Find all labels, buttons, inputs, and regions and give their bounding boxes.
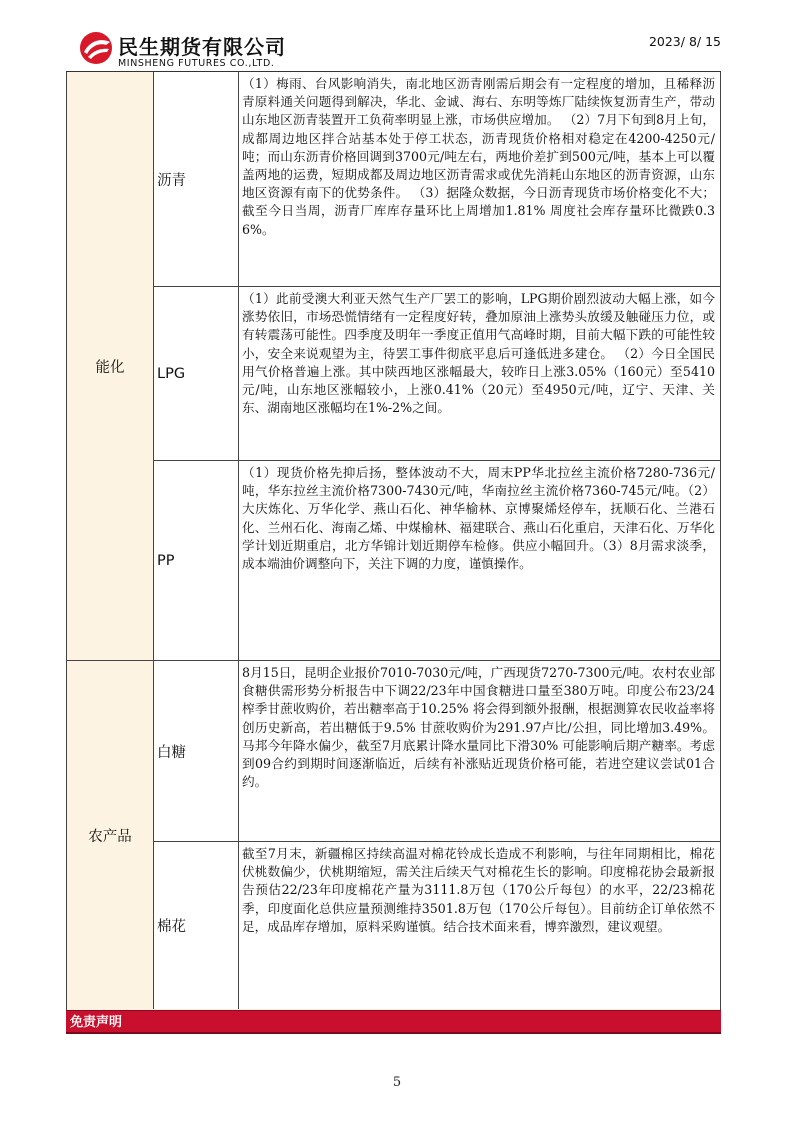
section-agriculture [66,661,721,1010]
page-number: 5 [392,1075,402,1090]
company-name-en: MINSHENG FUTURES CO.,LTD. [118,58,275,69]
product-label: 沥青 [154,72,239,286]
table-row-asphalt [153,72,720,286]
product-commentary: （1）梅雨、台风影响消失，南北地区沥青刚需后期会有一定程度的增加，且稀释沥青原料通关问题得到解决，华北、金诚、海右、东明等炼厂陆续恢复沥青生产，带动山东地区沥青装置开工负荷率明显上涨，市场供应增加。 （2）7月下旬到8月上旬，成都周边地区拌合站基本处于停工状态，沥青现货价格相对稳定在4200-4250元/吨；而山东沥青价格回调到3700元/吨左右，两地价差扩到500元/吨，基本上可以覆盖两地的运费，短期成都及周边地区沥青需求或优先消耗山东地区的沥青资源，山东地区资源有南下的优势条件。 （3）据隆众数据，今日沥青现货市场价格变化不大；截至今日当周，沥青厂库库存量环比上周增加1.81% 周度社会库存量环比微跌0.36%。 [242,76,715,237]
company-name-cn: 民生期货有限公司 [118,35,286,59]
product-commentary: 截至7月末，新疆棉区持续高温对棉花铃成长造成不利影响，与往年同期相比，棉花伏桃数偏少，伏桃期缩短，需关注后续天气对棉花生长的影响。印度棉花协会最新报告预估22/23年印度棉花产量为3111.8万包（170公斤每包）的水平，22/23棉花季，印度面化总供应量预测维持3501.8万包（170公斤每包）。目前纺企订单依然不足，成品库存增加，原料采购谨慎。结合技术面来看，博弈激烈，建议观望。 [242,846,715,934]
product-commentary: 8月15日，昆明企业报价7010-7030元/吨，广西现货7270-7300元/吨。农村农业部食糖供需形势分析报告中下调22/23年中国食糖进口量至380万吨。印度公布23/24榨季甘蔗收购价，若出糖率高于10.25% 将会得到额外报酬，根据测算农民收益率将创历史新高，若出糖低于9.5% 甘蔗收购价为291.97卢比/公担，同比增加3.49%。马邦今年降水偏少，截至7月底累计降水量同比下滑30% 可能影响后期产糖率。考虑到09合约到期时间逐渐临近，后续有补涨贴近现货价格可能，若进空建议尝试01合约。 [242,665,715,790]
page-header [66,22,721,70]
category-label: 农产品 [88,829,132,845]
company-logo-icon [78,30,114,66]
report-date: 2023/ 8/ 15 [648,34,721,49]
product-commentary: （1）现货价格先抑后扬，整体波动不大，周末PP华北拉丝主流价格7280-736元/吨，华东拉丝主流价格7300-7430元/吨，华南拉丝主流价格7360-745元/吨。（2）大庆炼化、万华化学、燕山石化、神华榆林、京博聚烯烃停车，抚顺石化、兰港石化、兰州石化、海南乙烯、中煤榆林、福建联合、燕山石化重启，天津石化、万华化学计划近期重启，北方华锦计划近期停车检修。供应小幅回升。（3）8月需求淡季，成本端油价调整向下，关注下调的力度，谨慎操作。 [242,465,715,572]
table-row-cotton [153,841,720,1009]
product-label: 棉花 [154,842,239,1009]
product-label: LPG [154,287,239,460]
section-energy-chemical [66,72,721,661]
commodity-table [66,72,721,1010]
product-commentary: （1）此前受澳大利亚天然气生产厂罢工的影响，LPG期价剧烈波动大幅上涨，如今涨势依旧，市场恐慌情绪有一定程度好转，叠加原油上涨势头放缓及触碰压力位，或有转震荡可能性。四季度及明年一季度正值用气高峰时期，目前大幅下跌的可能性较小，安全来说观望为主，待罢工事件彻底平息后可逢低进多建仓。 （2）今日全国民用气价格普遍上涨。其中陕西地区涨幅最大，较昨日上涨3.05%（160元）至5410元/吨，山东地区涨幅较小，上涨0.41%（20元）至4950元/吨，辽宁、天津、关东、湖南地区涨幅均在1%-2%之间。 [242,291,715,416]
disclaimer-heading: 免责声明 [66,1010,721,1034]
product-label: 白糖 [154,661,239,841]
category-label: 能化 [95,359,125,376]
table-row-lpg [153,286,720,460]
table-row-pp [153,460,720,660]
table-row-sugar [153,661,720,841]
product-label: PP [154,461,239,660]
